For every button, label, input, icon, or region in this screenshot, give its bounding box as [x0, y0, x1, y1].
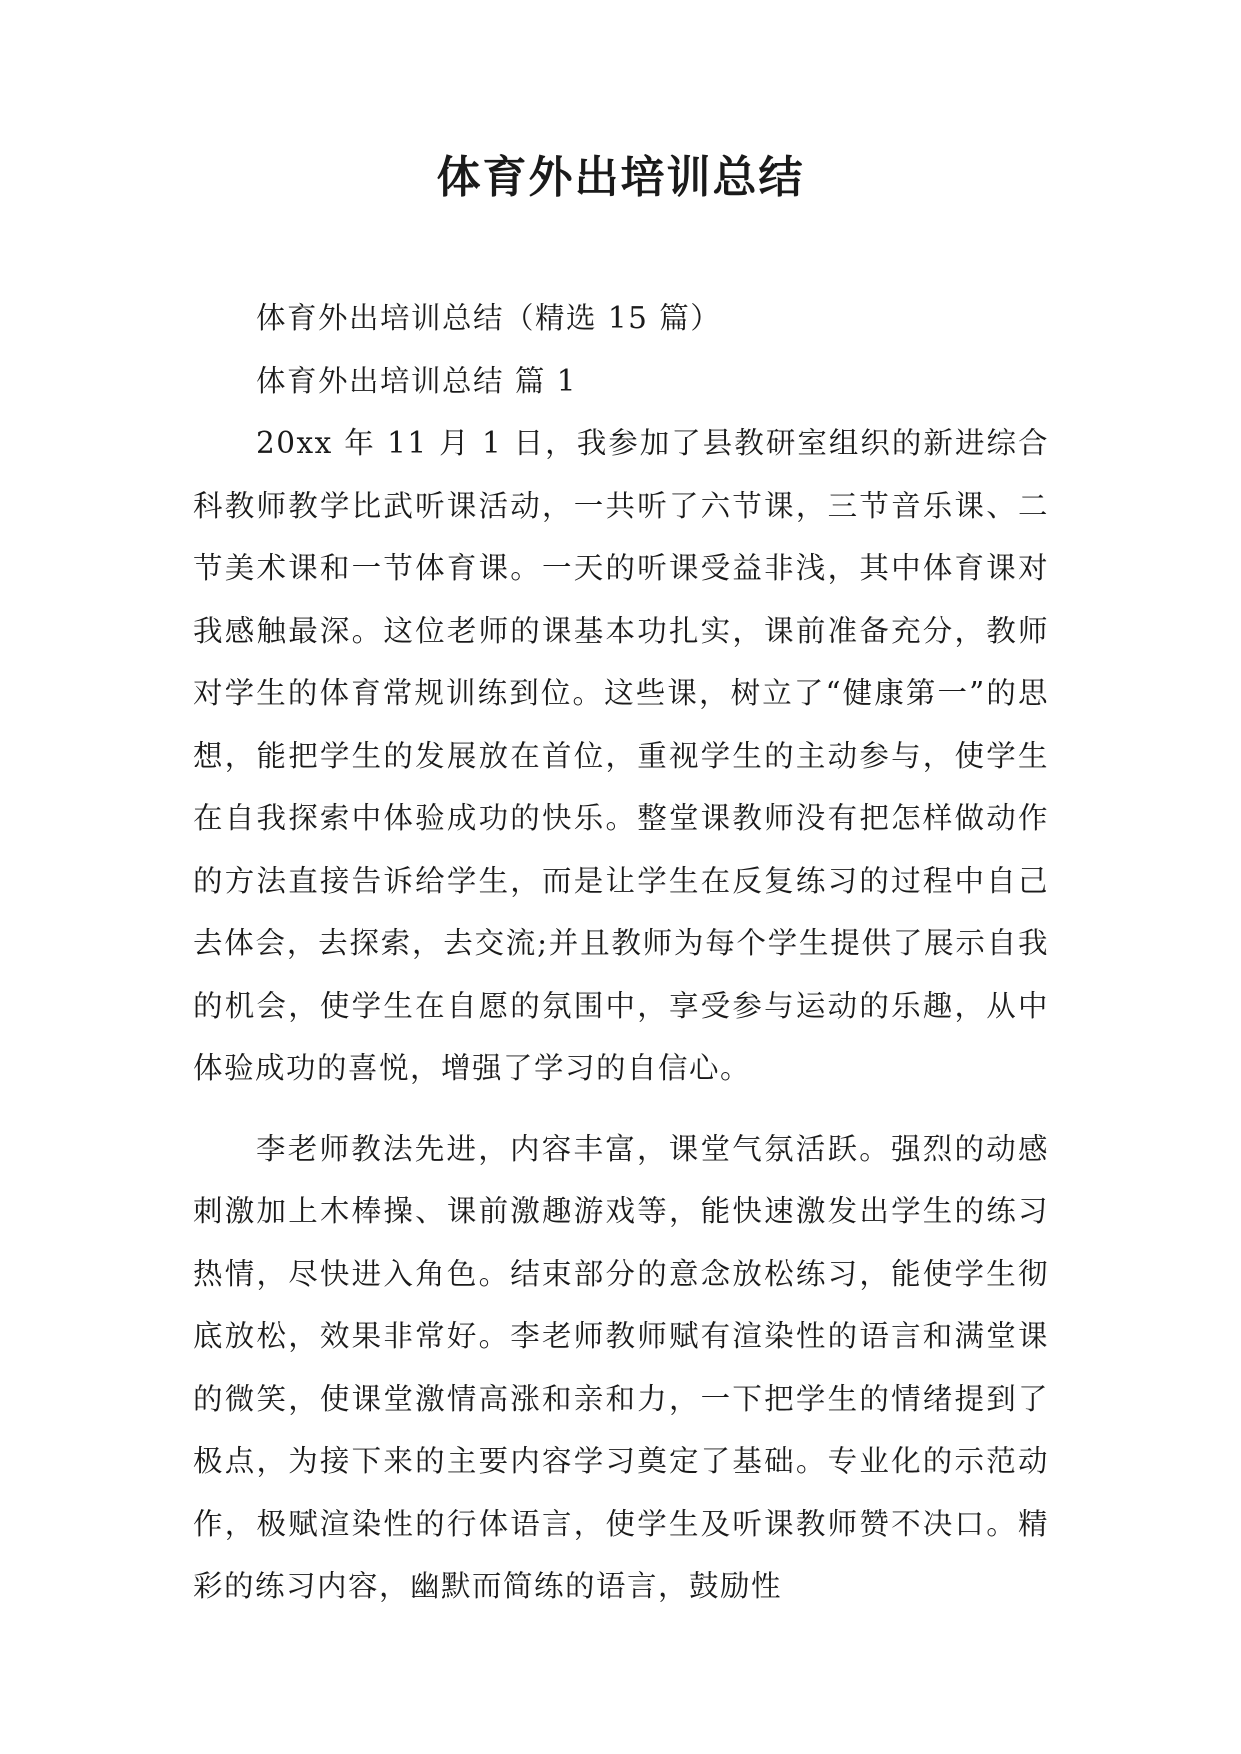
document-body	[193, 287, 1049, 1618]
body-paragraph: 20xx 年 11 月 1 日，我参加了县教研室组织的新进综合科教师教学比武听课活动，一共听了六节课，三节音乐课、二节美术课和一节体育课。一天的听课受益非浅，其中体育课对我感触最深。这位老师的课基本功扎实，课前准备充分，教师对学生的体育常规训练到位。这些课，树立了“健康第一”的思想，能把学生的发展放在首位，重视学生的主动参与，使学生在自我探索中体验成功的快乐。整堂课教师没有把怎样做动作的方法直接告诉给学生，而是让学生在反复练习的过程中自己去体会，去探索，去交流;并且教师为每个学生提供了展示自我的机会，使学生在自愿的氛围中，享受参与运动的乐趣，从中体验成功的喜悦，增强了学习的自信心。	[193, 426, 1049, 1085]
document-title: 体育外出培训总结	[436, 152, 805, 203]
document-subtitle: 体育外出培训总结（精选 15 篇）	[256, 301, 722, 335]
section-heading: 体育外出培训总结 篇 1	[256, 363, 578, 398]
body-paragraph: 李老师教法先进，内容丰富，课堂气氛活跃。强烈的动感刺激加上木棒操、课前激趣游戏等，能快速激发出学生的练习热情，尽快进入角色。结束部分的意念放松练习，能使学生彻底放松，效果非常好。李老师教师赋有渲染性的语言和满堂课的微笑，使课堂激情高涨和亲和力，一下把学生的情绪提到了极点，为接下来的主要内容学习奠定了基础。专业化的示范动作，极赋渲染性的行体语言，使学生及听课教师赞不决口。精彩的练习内容，幽默而简练的语言，鼓励性	[193, 1131, 1049, 1603]
